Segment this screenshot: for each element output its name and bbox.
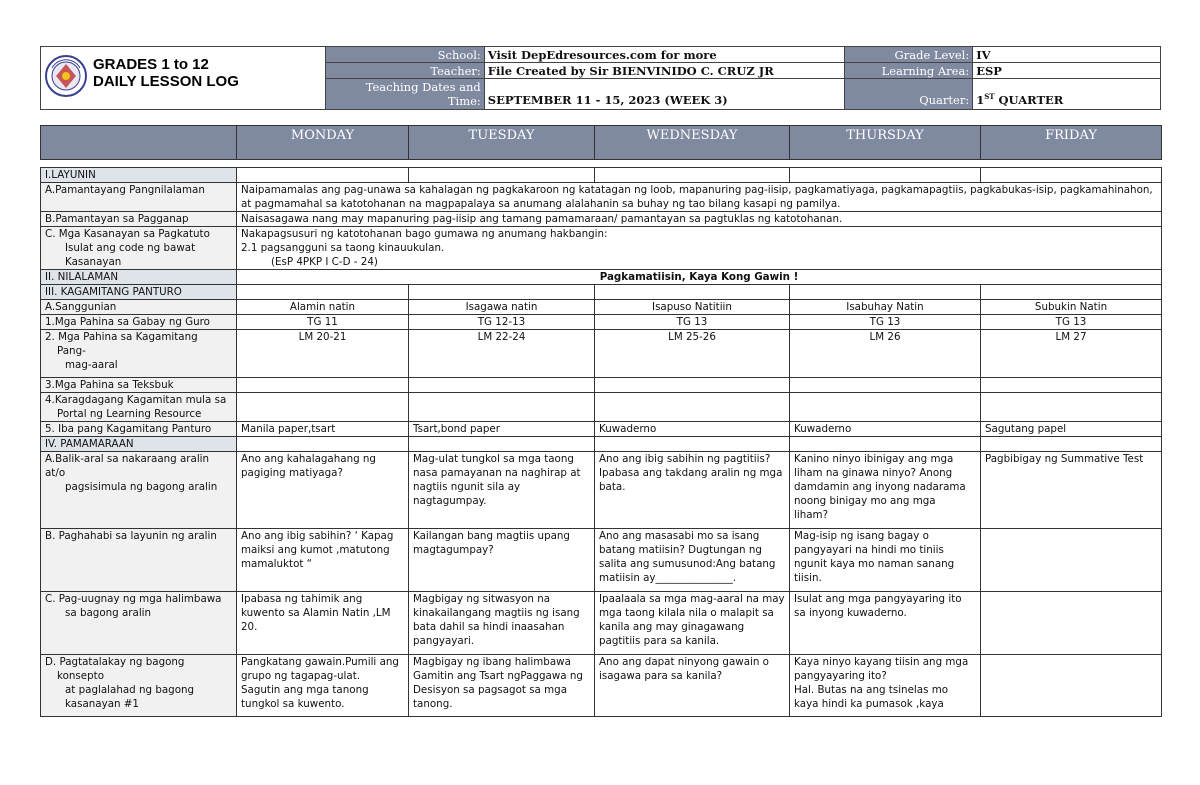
cell-line: magtagumpay? — [413, 544, 494, 556]
pagtatalakay-label-line-1: D. Pagtatalakay ng bagong — [45, 656, 185, 668]
label-kasanayan-sa-pagkatuto — [41, 227, 237, 270]
balik-aral-thursday — [790, 452, 981, 529]
label-pag-uugnay — [41, 592, 237, 655]
cell-line: Ano ang dapat ninyong gawain o — [599, 656, 769, 668]
label-pagtatalakay — [41, 655, 237, 717]
kasanayan-label-line-1: C. Mga Kasanayan sa Pagkatuto — [45, 228, 210, 240]
cell-line: Ipabasa ng tahimik ang — [241, 593, 363, 605]
cell-line: ngunit kaya mo naman sanang — [794, 558, 955, 570]
day-friday: FRIDAY — [981, 126, 1162, 160]
cell-line: liham? — [794, 509, 829, 521]
pangmag-label-line-1: 2. Mga Pahina sa Kagamitang — [45, 331, 198, 343]
label-sanggunian: A.Sanggunian — [41, 300, 237, 315]
cell-line: Gamitin ang Tsart ngPaggawa ng — [413, 670, 583, 682]
label-paghahabi: B. Paghahabi sa layunin ng aralin — [41, 529, 237, 592]
label-iba-pang-kagamitan: 5. Iba pang Kagamitang Panturo — [41, 422, 237, 437]
kasanayan-text-line-2: 2.1 pagsangguni sa taong kinauukulan. — [241, 242, 445, 254]
pagtatalakay-friday — [981, 655, 1162, 717]
label-gabay-ng-guro: 1.Mga Pahina sa Gabay ng Guro — [41, 315, 237, 330]
pag-uugnay-thursday — [790, 592, 981, 655]
cell-line: pangyayaring ito? — [794, 670, 887, 682]
cell-line: Kaya ninyo kayang tiisin ang mga — [794, 656, 969, 668]
pag-uugnay-friday — [981, 592, 1162, 655]
pangmag-label-line-3: mag-aaral — [65, 359, 118, 371]
iba-wednesday: Kuwaderno — [595, 422, 790, 437]
kasanayan-label-line-2: Isulat ang code ng bawat — [65, 242, 196, 254]
label-pamantayan-sa-pagganap: B.Pamantayan sa Pagganap — [41, 212, 237, 227]
label-pamantayang-pangnilalaman: A.Pamantayang Pangnilalaman — [41, 183, 237, 212]
pagtatalakay-monday — [237, 655, 409, 717]
cell-line: bata. — [599, 481, 626, 493]
paghahabi-tuesday — [409, 529, 595, 592]
cell-line: grupo ng tagapag-ulat. — [241, 670, 361, 682]
cell-line: mamaluktot “ — [241, 558, 313, 570]
deped-seal-icon — [44, 48, 88, 104]
cell-line: pangyayari. — [413, 635, 475, 647]
pangmag-friday: LM 27 — [981, 330, 1162, 378]
cell-line: tanong. — [413, 698, 453, 710]
pangmag-label-line-2: Pang- — [57, 345, 86, 357]
page-title — [93, 56, 239, 90]
iba-monday: Manila paper,tsart — [237, 422, 409, 437]
info-table — [325, 46, 1161, 110]
pag-uugnay-tuesday — [409, 592, 595, 655]
cell-line: Ano ang ibig sabihin? ‘ Kapag — [241, 530, 394, 542]
area-value: ESP — [973, 63, 1161, 79]
sanggunian-wednesday: Isapuso Natitiin — [595, 300, 790, 315]
teacher-label: Teacher: — [326, 63, 485, 79]
pagtatalakay-wednesday — [595, 655, 790, 717]
cell-line: Pangkatang gawain.Pumili ang — [241, 656, 399, 668]
cell-line: kanila ang may ginagawang — [599, 621, 745, 633]
balik-aral-label-line-1: A.Balik-aral sa nakaraang aralin — [45, 453, 210, 465]
balik-aral-label-line-3: pagsisimula ng bagong aralin — [65, 481, 218, 493]
section-nilalaman: II. NILALAMAN — [41, 270, 237, 285]
cell-line: Desisyon sa pagsagot sa mga — [413, 684, 568, 696]
kasanayan-text-line-1: Nakapagsusuri ng katotohanan bago gumawa ng anumang hakbangin: — [241, 228, 608, 240]
cell-line: pagiging matiyaga? — [241, 467, 343, 479]
paghahabi-thursday — [790, 529, 981, 592]
grade-label: Grade Level: — [845, 47, 973, 63]
cell-line: nagtiis ngunit sila ay — [413, 481, 521, 493]
gabay-wednesday: TG 13 — [595, 315, 790, 330]
quarter-label: Quarter: — [845, 79, 973, 110]
cell-line: salita ang sumusunod:Ang batang — [599, 558, 776, 570]
grade-value: IV — [973, 47, 1161, 63]
section-layunin: I.LAYUNIN — [41, 168, 237, 183]
label-kagamitang-pang-mag-aaral — [41, 330, 237, 378]
sanggunian-monday: Alamin natin — [237, 300, 409, 315]
karag-label-line-1: 4.Karagdagang Kagamitan mula sa — [45, 394, 227, 406]
balik-aral-tuesday — [409, 452, 595, 529]
gabay-thursday: TG 13 — [790, 315, 981, 330]
cell-line: liham na ginawa ninyo? Anong — [794, 467, 953, 479]
pagtatalakay-label-line-4: kasanayan #1 — [65, 698, 139, 710]
cell-line: Hal. Butas na ang tsinelas mo — [794, 684, 949, 696]
lesson-log-table — [40, 125, 1162, 717]
cell-line: Magbigay ng sitwasyon na — [413, 593, 551, 605]
cell-line: Kanino ninyo ibinigay ang mga — [794, 453, 954, 465]
cell-line: Ano ang masasabi mo sa isang — [599, 530, 760, 542]
cell-line: batang matiisin? Dugtungan ng — [599, 544, 762, 556]
cell-line: nasa pamayanan na naghirap at — [413, 467, 581, 479]
cell-line: kuwento sa Alamin Natin ,LM — [241, 607, 391, 619]
label-karagdagang-kagamitan — [41, 393, 237, 422]
gabay-friday: TG 13 — [981, 315, 1162, 330]
nilalaman-text: Pagkamatiisin, Kaya Kong Gawin ! — [237, 270, 1162, 285]
kasanayan-label-line-3: Kasanayan — [65, 256, 122, 268]
section-pamamaraan: IV. PAMAMARAAN — [41, 437, 237, 452]
cell-line: matiisin ay_______________. — [599, 572, 737, 584]
day-monday: MONDAY — [237, 126, 409, 160]
area-label: Learning Area: — [845, 63, 973, 79]
gabay-monday: TG 11 — [237, 315, 409, 330]
paghahabi-wednesday — [595, 529, 790, 592]
balik-aral-friday — [981, 452, 1162, 529]
cell-line: nagtagumpay. — [413, 495, 487, 507]
pangmag-monday: LM 20-21 — [237, 330, 409, 378]
sanggunian-tuesday: Isagawa natin — [409, 300, 595, 315]
pagtatalakay-tuesday — [409, 655, 595, 717]
cell-line: sa inyong kuwaderno. — [794, 607, 907, 619]
cell-line: pagtitiis para sa kanila. — [599, 635, 720, 647]
day-thursday: THURSDAY — [790, 126, 981, 160]
pamantayan-sa-pagganap-text: Naisasagawa nang may mapanuring pag-iisip ang tamang pamamaraan/ pamantayan sa pagtuklas ng katotohanan. — [237, 212, 1162, 227]
cell-line: mga taong kilala nila o malapit sa — [599, 607, 774, 619]
quarter-suffix: ST — [984, 92, 995, 102]
pag-uugnay-wednesday — [595, 592, 790, 655]
pag-uugnay-monday — [237, 592, 409, 655]
kasanayan-code: (EsP 4PKP I C-D - 24) — [271, 256, 378, 268]
cell-line: Ipaalaala sa mga mag-aaral na may — [599, 593, 785, 605]
pangmag-wednesday: LM 25-26 — [595, 330, 790, 378]
dates-label — [326, 79, 485, 110]
kasanayan-text — [237, 227, 1162, 270]
pagtatalakay-label-line-2: konsepto — [57, 670, 104, 682]
cell-line: Mag-isip ng isang bagay o — [794, 530, 929, 542]
day-tuesday: TUESDAY — [409, 126, 595, 160]
pamantayang-pangnilalaman-text: Naipamamalas ang pag-unawa sa kahalagan ng pagkakaroon ng katatagan ng loob, mapanuring pag-iisip, pagkamatiyaga, pagkamapagtiis, pagkabukas-isip, pagkamahinahon, at pagmamahal sa katotohanan na magpapalaya sa anumang alalahanin sa buhay ng tao bilang kasapi ng pamilya. — [237, 183, 1162, 212]
day-wednesday: WEDNESDAY — [595, 126, 790, 160]
iba-tuesday: Tsart,bond paper — [409, 422, 595, 437]
pagtatalakay-thursday — [790, 655, 981, 717]
dates-label-line-1: Teaching Dates and — [365, 80, 481, 94]
quarter-text: QUARTER — [994, 93, 1064, 107]
cell-line: Isulat ang mga pangyayaring ito — [794, 593, 962, 605]
pangmag-tuesday: LM 22-24 — [409, 330, 595, 378]
cell-line: tungkol sa kuwento. — [241, 698, 345, 710]
paghahabi-friday — [981, 529, 1162, 592]
cell-line: Magbigay ng ibang halimbawa — [413, 656, 571, 668]
corner-cell — [41, 126, 237, 160]
school-value: Visit DepEdresources.com for more — [484, 47, 845, 63]
school-label: School: — [326, 47, 485, 63]
cell-line: tiisin. — [794, 572, 822, 584]
cell-line: Ipabasa ang takdang aralin ng mga — [599, 467, 783, 479]
cell-line: Ano ang kahalagahang ng — [241, 453, 376, 465]
cell-line: Kailangan bang magtiis upang — [413, 530, 570, 542]
section-kagamitang-panturo: III. KAGAMITANG PANTURO — [41, 285, 237, 300]
quarter-value — [973, 79, 1161, 110]
cell-line: 20. — [241, 621, 258, 633]
karag-label-line-2: Portal ng Learning Resource — [57, 408, 202, 420]
cell-line: Sagutin ang mga tanong — [241, 684, 369, 696]
cell-line: Mag-ulat tungkol sa mga taong — [413, 453, 574, 465]
title-line-1: GRADES 1 to 12 — [93, 56, 209, 73]
gabay-tuesday: TG 12-13 — [409, 315, 595, 330]
dates-label-line-2: Time: — [447, 94, 481, 108]
label-balik-aral — [41, 452, 237, 529]
balik-aral-monday — [237, 452, 409, 529]
cell-line: Ano ang ibig sabihin ng pagtitiis? — [599, 453, 771, 465]
label-teksbuk: 3.Mga Pahina sa Teksbuk — [41, 378, 237, 393]
pag-uugnay-label-line-1: C. Pag-uugnay ng mga halimbawa — [45, 593, 222, 605]
cell-line: maiksi ang kumot ,matutong — [241, 544, 390, 556]
cell-line: kinakailangang magtiis ng isang — [413, 607, 580, 619]
iba-friday: Sagutang papel — [981, 422, 1162, 437]
paghahabi-monday — [237, 529, 409, 592]
cell-line: bata dahil sa hindi inaasahan — [413, 621, 565, 633]
quarter-number: 1 — [976, 93, 985, 107]
balik-aral-label-line-2: at/o — [45, 467, 66, 479]
pangmag-thursday: LM 26 — [790, 330, 981, 378]
sanggunian-thursday: Isabuhay Natin — [790, 300, 981, 315]
sanggunian-friday: Subukin Natin — [981, 300, 1162, 315]
cell-line: isagawa para sa kanila? — [599, 670, 723, 682]
cell-line: Pagbibigay ng Summative Test — [985, 453, 1144, 465]
balik-aral-wednesday — [595, 452, 790, 529]
cell-line: kaya hindi ka pumasok ,kaya — [794, 698, 944, 710]
cell-line: noong binigay mo ang mga — [794, 495, 936, 507]
cell-line: damdamin ang inyong nadarama — [794, 481, 966, 493]
pagtatalakay-label-line-3: at paglalahad ng bagong — [65, 684, 195, 696]
day-header-row — [41, 126, 1162, 160]
pag-uugnay-label-line-2: sa bagong aralin — [65, 607, 152, 619]
teacher-value: File Created by Sir BIENVINIDO C. CRUZ JR — [484, 63, 845, 79]
iba-thursday: Kuwaderno — [790, 422, 981, 437]
dates-value: SEPTEMBER 11 - 15, 2023 (WEEK 3) — [484, 79, 845, 110]
title-line-2: DAILY LESSON LOG — [93, 73, 239, 90]
cell-line: pangyayari na hindi mo tiniis — [794, 544, 944, 556]
